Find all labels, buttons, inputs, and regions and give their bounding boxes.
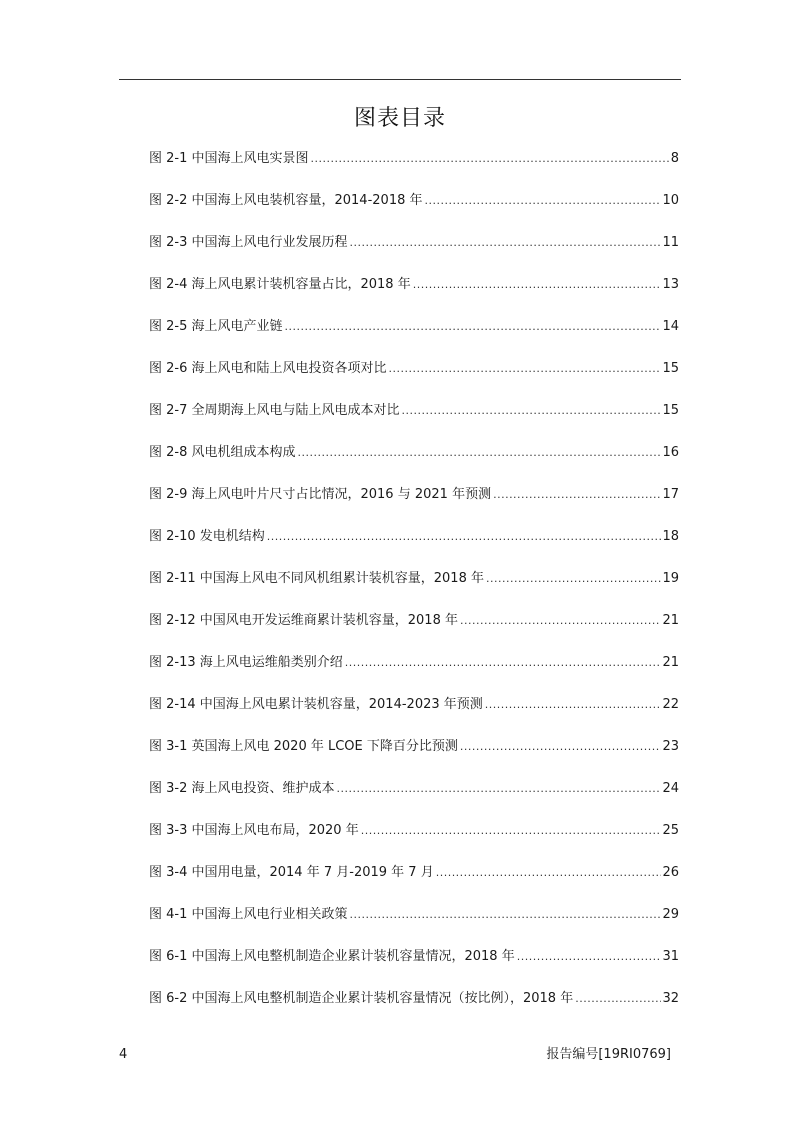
- footer-page-number: 4: [119, 1047, 128, 1062]
- toc-entry-label: 图 3-1 英国海上风电 2020 年 LCOE 下降百分比预测: [149, 739, 458, 754]
- toc-entry-page: 15: [662, 361, 679, 376]
- page-title: 图表目录: [353, 106, 446, 131]
- toc-dot-leader: [361, 820, 662, 842]
- toc-entry-page: 25: [662, 823, 679, 838]
- toc-dot-leader: [493, 484, 661, 506]
- toc-dot-leader: [402, 400, 662, 422]
- toc-entry[interactable]: [149, 988, 679, 1030]
- toc-entry-label: 图 3-3 中国海上风电布局，2020 年: [149, 823, 359, 838]
- toc-entry-label: 图 6-2 中国海上风电整机制造企业累计装机容量情况（按比例），2018 年: [149, 991, 574, 1006]
- toc-dot-leader: [350, 232, 662, 254]
- toc-entry[interactable]: [149, 484, 679, 526]
- toc-entry-label: 图 2-8 风电机组成本构成: [149, 445, 296, 460]
- toc-entry-page: 21: [662, 655, 679, 670]
- toc-dot-leader: [337, 778, 662, 800]
- toc-dot-leader: [345, 652, 662, 674]
- toc-entry-page: 14: [662, 319, 679, 334]
- toc-entry-label: 图 2-1 中国海上风电实景图: [149, 151, 309, 166]
- toc-entry[interactable]: [149, 316, 679, 358]
- toc-entry[interactable]: [149, 904, 679, 946]
- toc-dot-leader: [575, 988, 661, 1010]
- toc-entry-page: 29: [662, 907, 679, 922]
- toc-entry-page: 26: [662, 865, 679, 880]
- toc-entry[interactable]: [149, 232, 679, 274]
- toc-entry-page: 11: [662, 235, 679, 250]
- toc-entry-label: 图 2-9 海上风电叶片尺寸占比情况，2016 与 2021 年预测: [149, 487, 492, 502]
- toc-entry-label: 图 2-4 海上风电累计装机容量占比，2018 年: [149, 277, 411, 292]
- toc-dot-leader: [350, 904, 662, 926]
- toc-entry[interactable]: [149, 148, 679, 190]
- toc-entry[interactable]: [149, 526, 679, 568]
- toc-entry-label: 图 2-11 中国海上风电不同风机组累计装机容量，2018 年: [149, 571, 484, 586]
- toc-dot-leader: [460, 610, 661, 632]
- toc-entry-label: 图 2-7 全周期海上风电与陆上风电成本对比: [149, 403, 400, 418]
- toc-entry-page: 13: [662, 277, 679, 292]
- toc-entry[interactable]: [149, 694, 679, 736]
- toc-entry[interactable]: [149, 946, 679, 988]
- toc-entry[interactable]: [149, 400, 679, 442]
- toc-entry-page: 32: [662, 991, 679, 1006]
- toc-entry-label: 图 4-1 中国海上风电行业相关政策: [149, 907, 348, 922]
- toc-dot-leader: [389, 358, 662, 380]
- figure-toc-list: [149, 148, 679, 1030]
- toc-entry[interactable]: [149, 820, 679, 862]
- toc-entry-page: 23: [662, 739, 679, 754]
- toc-entry-label: 图 2-13 海上风电运维船类别介绍: [149, 655, 343, 670]
- toc-entry[interactable]: [149, 358, 679, 400]
- toc-entry-page: 8: [670, 151, 679, 166]
- toc-entry-label: 图 2-10 发电机结构: [149, 529, 265, 544]
- toc-dot-leader: [436, 862, 662, 884]
- toc-entry[interactable]: [149, 610, 679, 652]
- toc-entry-label: 图 2-3 中国海上风电行业发展历程: [149, 235, 348, 250]
- toc-entry-label: 图 3-4 中国用电量，2014 年 7 月-2019 年 7 月: [149, 865, 434, 880]
- toc-entry-label: 图 2-2 中国海上风电装机容量，2014-2018 年: [149, 193, 423, 208]
- toc-entry[interactable]: [149, 442, 679, 484]
- toc-dot-leader: [517, 946, 662, 968]
- toc-dot-leader: [311, 148, 670, 170]
- toc-entry[interactable]: [149, 652, 679, 694]
- toc-entry-page: 24: [662, 781, 679, 796]
- toc-entry-page: 19: [662, 571, 679, 586]
- toc-entry[interactable]: [149, 190, 679, 232]
- toc-entry-label: 图 2-6 海上风电和陆上风电投资各项对比: [149, 361, 387, 376]
- toc-dot-leader: [285, 316, 662, 338]
- toc-dot-leader: [267, 526, 662, 548]
- toc-entry-page: 16: [662, 445, 679, 460]
- toc-entry-page: 10: [662, 193, 679, 208]
- toc-entry-label: 图 2-5 海上风电产业链: [149, 319, 283, 334]
- footer-report-code: 报告编号[19RI0769]: [546, 1047, 671, 1062]
- toc-dot-leader: [425, 190, 662, 212]
- toc-entry[interactable]: [149, 862, 679, 904]
- toc-entry-page: 22: [662, 697, 679, 712]
- toc-entry-page: 21: [662, 613, 679, 628]
- toc-entry[interactable]: [149, 274, 679, 316]
- toc-entry-page: 15: [662, 403, 679, 418]
- toc-dot-leader: [413, 274, 662, 296]
- toc-entry-page: 31: [662, 949, 679, 964]
- toc-dot-leader: [485, 694, 662, 716]
- toc-dot-leader: [486, 568, 661, 590]
- toc-entry-label: 图 2-12 中国风电开发运维商累计装机容量，2018 年: [149, 613, 458, 628]
- toc-dot-leader: [298, 442, 662, 464]
- toc-entry-label: 图 6-1 中国海上风电整机制造企业累计装机容量情况，2018 年: [149, 949, 515, 964]
- toc-entry-label: 图 3-2 海上风电投资、维护成本: [149, 781, 335, 796]
- toc-dot-leader: [460, 736, 662, 758]
- toc-entry[interactable]: [149, 568, 679, 610]
- toc-entry[interactable]: [149, 778, 679, 820]
- toc-entry-label: 图 2-14 中国海上风电累计装机容量，2014-2023 年预测: [149, 697, 483, 712]
- toc-entry[interactable]: [149, 736, 679, 778]
- toc-entry-page: 18: [662, 529, 679, 544]
- toc-entry-page: 17: [662, 487, 679, 502]
- header-rule: [119, 79, 681, 80]
